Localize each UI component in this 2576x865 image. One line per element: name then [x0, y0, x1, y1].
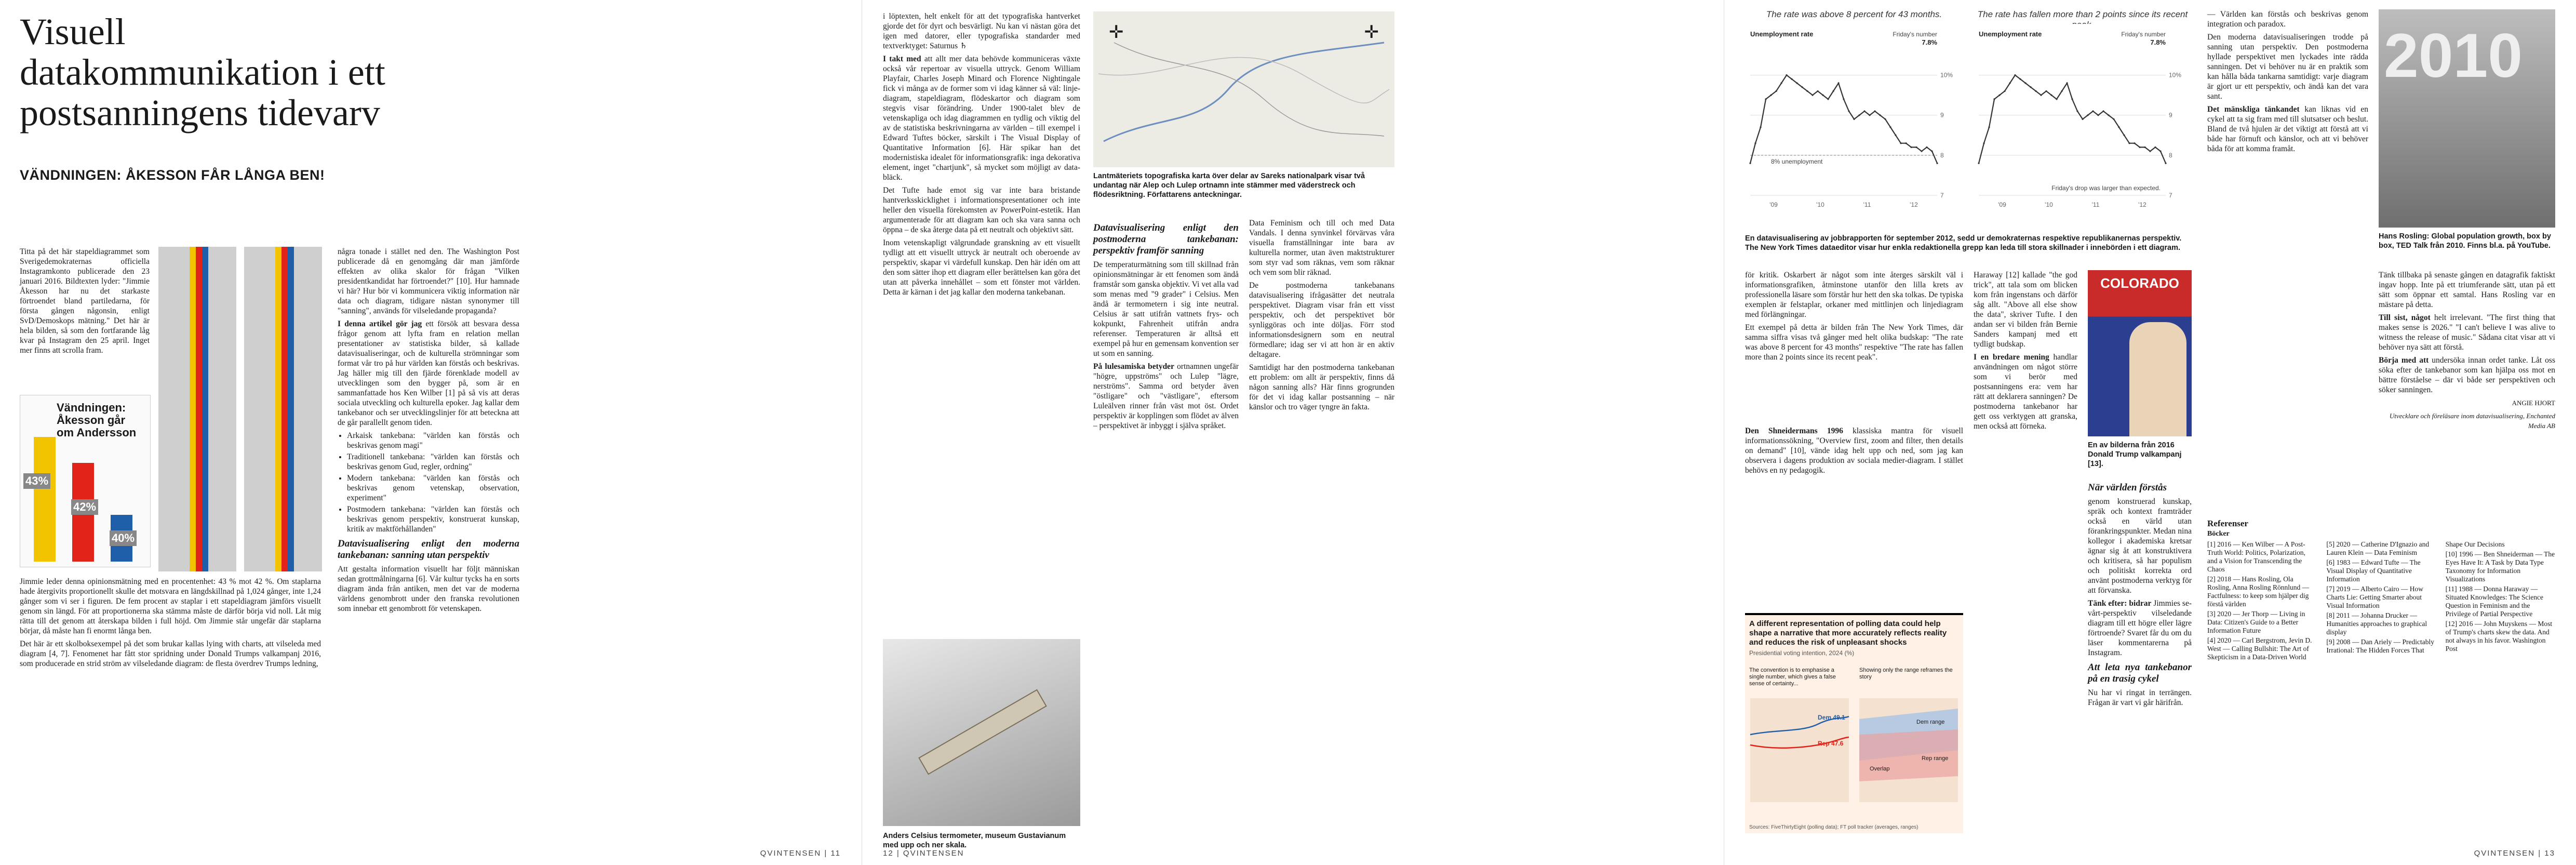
data-point	[1998, 95, 2000, 96]
y-tick-label: 10%	[1940, 71, 1953, 79]
lead-in: I takt med	[883, 55, 921, 63]
data-point	[2118, 126, 2119, 128]
y-tick-label: 7	[1940, 192, 1944, 199]
body-column-2	[1093, 218, 1239, 434]
lead-in: I en bredare mening	[1974, 353, 2049, 362]
colorado-banner-text: COLORADO	[2100, 275, 2179, 291]
body-column-2	[338, 247, 519, 617]
subheading: Datavisualisering enligt den moderna tankebanan: sanning utan perspektiv	[338, 538, 519, 561]
friday-label: Friday's number	[1893, 31, 1937, 38]
data-point	[2061, 90, 2062, 92]
page-12	[862, 0, 1724, 865]
body-paragraph: De postmoderna tankebanans datavisualisering ifrågasätter det neutrala perspektivet. Diagram visar från ett visst perspektiv, och det perspektivet bör synliggöras och inte döljas. Förr stod informationsdesignern som en neutral förmedlare; idag ser vi att hon är en aktiv deltagare.	[1249, 281, 1394, 359]
article-kicker: VÄNDNINGEN: ÅKESSON FÅR LÅNGA BEN!	[20, 167, 325, 183]
data-point	[1832, 90, 1834, 92]
data-point	[1926, 147, 1927, 148]
nyt-chart-caption: En datavisualisering av jobbrapporten för september 2012, sedd ur demokraternas respektive republikanernas perspektiv. The New York Times dataeditor visar hur enkla redaktionella grepp kan leda till stora skillnader i innebörden i ett diagram.	[1745, 234, 2182, 252]
list-item: • Postmodern tankebana: "världen kan förstås och beskrivas genom perspektiv, konstruerat kunskap, kritik av maktförhållanden"	[347, 504, 519, 534]
x-tick-label: '12	[2138, 201, 2146, 208]
data-point	[1889, 126, 1891, 128]
data-point	[2050, 95, 2052, 96]
data-point	[1760, 126, 1761, 128]
body-column-3	[1249, 218, 1394, 415]
data-point	[1817, 90, 1818, 92]
body-paragraph: undersöka innan ordet tanke. Låt oss söka efter de tankebanor som kan hjälpa oss mot en bättre förståelse – där vi både ser perspektiven och söker sanningen.	[2379, 356, 2555, 394]
x-tick-label: '10	[1816, 201, 1824, 208]
body-paragraph: Jimmies se-vårt-perspektiv vilseledande diagram till ett högre eller lägre förtroende? Svaret får du om du läser kommentarerna på Instagram.	[2088, 599, 2192, 657]
body-paragraph: genom konstruerad kunskap, spräk och kontext framträder också en värld utan förankringspunkter. Medan nina kollegor i akademiska kretsar ägnar sig åt att konstruktivera och kritisera, så har populism och politiskt korrekta ord använt postmoderna verktyg för att förvanska.	[2088, 497, 2192, 595]
body-paragraph: Haraway [12] kallade "the god trick", att tala som om blicken kom från ingenstans och därför såg allt. "Above all else show the data", skriver Tufte. I den andan ser vi bilden från Bernie Sanders kampanj med ett tydligt budskap.	[1974, 271, 2077, 349]
data-point	[1988, 126, 1990, 128]
y-tick-label: 8	[1940, 151, 1944, 159]
folio: 12 | QVINTENSEN	[883, 849, 964, 858]
reference-item: [2] 2018 — Hans Rosling, Ola Rosling, Anna Rosling Rönnlund — Factfulness: to keep som hjälper dig förstå världen	[2207, 575, 2310, 608]
data-point	[1786, 74, 1787, 76]
body-column-4	[2379, 270, 2555, 434]
body-paragraph: klassiska mantra för visuell informationssökning, "Overview first, zoom and filter, then details on demand" [10], vände idag helt upp och ned, som jag kan observera i dagens produktion av sociala medier-diagram. I stället behövs en ny pedagogik.	[1745, 427, 1964, 475]
nyt-chart-1	[1745, 9, 1963, 228]
data-point	[2087, 114, 2088, 116]
data-point	[2165, 163, 2166, 164]
body-paragraph: Nu har vi ringat in terrängen. Frågan är vart vi går härifrån.	[2088, 688, 2192, 707]
body-paragraph: ortnamnen ungefär "högre, uppströms" och Lulep "lägre, nerströms". Samma ord betyder även "östligare" och "västligare", eftersom Luleälven rinner från väst mot öst. Ordet perspektiv är kopplingen som flödet av älven – perspektivet är inbyggt i själva språket.	[1093, 362, 1239, 430]
subheading: Att leta nya tankebanor på en trasig cykel	[2088, 662, 2192, 684]
page-11	[0, 0, 862, 865]
data-point	[1978, 163, 1979, 164]
data-point	[2108, 114, 2109, 116]
data-point	[1921, 151, 1922, 152]
list-item: • Modern tankebana: "världen kan förstås och beskrivas genom vetenskap, observation, experiment"	[347, 473, 519, 503]
data-point	[2144, 147, 2145, 148]
ft-poll-graphic	[1745, 613, 1963, 833]
data-point	[1796, 82, 1797, 84]
chart-annotation: Friday's drop was larger than expected.	[2051, 184, 2161, 192]
body-paragraph: handlar användningen om något större som vi berör med postsanningens era: vem har rätt att deklarera sanningen? De postmoderna tankebanor har gett oss verktygen att granska, men också att förneka.	[1974, 353, 2077, 431]
poll-lines	[1745, 688, 1963, 813]
reference-item: [11] 1988 — Donna Haraway — Situated Knowledges: The Science Question in Feminism and the Privilege of Partial Perspective	[2445, 585, 2543, 618]
compass-icon: ✛	[1109, 23, 1124, 42]
unemployment-line-chart	[1974, 24, 2192, 227]
trump-caption: En av bilderna från 2016 Donald Trump valkampanj [13].	[2088, 441, 2182, 468]
data-point	[1993, 98, 1995, 100]
list-item: • Traditionell tankebana: "världen kan förstås och beskrivas genom Gud, regler, ordning"	[347, 452, 519, 472]
chart-bg	[1745, 24, 1963, 227]
tall-bar-photo	[244, 247, 322, 571]
body-paragraph: Att gestalta information visuellt har följt människan sedan grottmålningarna [6]. Vår kultur tycks ha en sorts diagram ända från antiken, men det var de moderna världens genombrott under den franska revolutionen som innebar ett genombrott för vetenskapen.	[338, 565, 519, 613]
data-point	[2139, 147, 2140, 148]
data-point	[1791, 78, 1792, 80]
reference-item: [3] 2020 — Jer Thorp — Living in Data: Citizen's Guide to a Better Information Future	[2207, 610, 2305, 634]
data-point	[1754, 142, 1756, 144]
rep-label: Rep 47.6	[1818, 740, 1844, 747]
tankebanor-list	[347, 431, 519, 534]
chart-title: Unemployment rate	[1979, 30, 2042, 38]
data-point	[2030, 86, 2031, 88]
data-point	[1910, 147, 1912, 148]
body-paragraph: att allt mer data behövde kommuniceras växte också vår repertoar av visuella uttryck. Genom William Playfair, Charles Joseph Minard och Florence Nightingale fick vi många av de former som vi idag känner så väl: linje-diagram, stapeldiagram, flödeskartor och diagram som stegvis visar förändring. Under 1900-talet blev de vetenskapliga och idag diagrammen en tydlig och viktig del av de statistiska beskrivningarna av världen – till exempel i Edward Tuftes böcker, särskilt i The Visual Display of Quantitative Information [6]. Här spikar han det modernistiska idealet för informationsgrafik: inga dekorativa element, inget "chartjunk", så mycket som möjligt av data-bläck.	[883, 55, 1081, 182]
data-point	[1879, 114, 1881, 116]
data-point	[1936, 163, 1938, 164]
pct-label: 42%	[71, 499, 98, 515]
year-2010-text: 2010	[2384, 21, 2523, 90]
data-point	[2076, 110, 2078, 112]
instagram-bar-graphic	[20, 395, 151, 567]
chart-headline: The rate was above 8 percent for 43 months.	[1766, 9, 1942, 19]
data-point	[2154, 147, 2156, 148]
data-point	[2149, 151, 2151, 152]
friday-value: 7.8%	[2150, 38, 2166, 46]
body-column-1c	[1745, 426, 1963, 478]
data-point	[1895, 135, 1896, 136]
reference-item: [6] 1983 — Edward Tufte — The Visual Display of Quantitative Information	[2326, 558, 2421, 583]
data-point	[2045, 90, 2047, 92]
data-point	[1869, 114, 1870, 116]
data-point	[1843, 98, 1844, 100]
lead-in: Börja med att	[2379, 356, 2429, 365]
chart-title: Unemployment rate	[1750, 30, 1814, 38]
page-13	[1724, 0, 2576, 865]
body-paragraph: några tonade i stället ned den. The Washington Post publicerade då en genomgång där man jämförde effekten av olika skalor för frågan "Vilken presidentkandidat har förtroendet?" [10]. Hur hamnade vi här? Hur bör vi kommunicera viktig information när data och diagram, tidigare nästan synonymer till "sanning", används för vilseledande propaganda?	[338, 247, 519, 315]
trump-campaign-photo	[2088, 270, 2192, 436]
poll-left-title: The convention is to emphasise a single number, which gives a false sense of certainty...	[1749, 667, 1836, 687]
dem-label: Dem 49.1	[1818, 714, 1845, 721]
article-title: Visuell datakommunikation i ett postsanningens tidevarv	[20, 11, 385, 134]
data-point	[1806, 90, 1808, 92]
reference-item: [10] 1996 — Ben Shneiderman — The Eyes Have It: A Task by Data Type Taxonomy for Information Visualizations	[2445, 550, 2555, 583]
data-point	[1770, 95, 1772, 96]
subheading: När världen förstås	[2088, 482, 2167, 493]
data-point	[2123, 135, 2125, 136]
body-paragraph: Den moderna datavisualiseringen trodde på sanning utan perspektiv. Den postmoderna hyllade perspektivet men lyckades inte rädda sanningen. Det vi behöver nu är en praktik som kan hålla båda tankarna samtidigt: varje diagram är gjort ur ett perspektiv, och ändå kan det vara sant.	[2207, 33, 2368, 101]
data-point	[1812, 95, 1813, 96]
body-paragraph: Ett exempel på detta är bilden från The New York Times, där samma siffra visas två gånger med helt olika budskap: "The rate was above 8 percent for 43 months" respektive "The rate has fallen more than 2 points since its recent peak".	[1745, 323, 1963, 362]
signature-note: Utvecklare och föreläsare inom datavisualisering, Enchanted Media AB	[2389, 412, 2555, 430]
topographic-map	[1093, 11, 1394, 167]
lead-in: Till sist, något	[2379, 313, 2431, 322]
bar-akesson	[34, 437, 56, 562]
data-point	[2024, 82, 2026, 84]
chart-headline: The rate has fallen more than 2 points since its recent	[1977, 9, 2188, 19]
data-point	[1780, 82, 1782, 84]
unemployment-line-chart	[1745, 24, 1963, 227]
celsius-caption: Anders Celsius termometer, museum Gustavianum med upp och ner skala.	[883, 832, 1066, 849]
poll-subtitle: Presidential voting intention, 2024 (%)	[1749, 649, 1855, 657]
reference-item: [7] 2019 — Alberto Cairo — How Charts Lie: Getting Smarter about Visual Information	[2326, 585, 2424, 609]
body-paragraph: för kritik. Oskarbert är något som inte återges särskilt väl i informationsgrafiken, åtminstone utanför den lilla krets av professionella läsare som förstår hur hett den ska tolkas. De typiska exemplen är felstaplar, orkaner med mittlinjen och linjediagram med förlängningar.	[1745, 271, 1963, 319]
chart-bg	[1974, 24, 2192, 227]
data-point	[1863, 110, 1865, 112]
signature: ANGIE HJORT	[2512, 399, 2555, 407]
data-point	[2128, 142, 2130, 144]
data-point	[1874, 110, 1875, 112]
x-tick-label: '09	[1769, 201, 1778, 208]
data-point	[2035, 90, 2036, 92]
x-tick-label: '09	[1998, 201, 2006, 208]
lead-in: Det mänskliga tänkandet	[2207, 105, 2300, 114]
data-point	[1765, 98, 1766, 100]
body-paragraph: Tänk tillbaka på senaste gången en datagrafik faktiskt ingav hopp. Inte på ett triumferande sätt, utan på ett sätt som öppnar ett samtal. Hans Rosling var en mästare på detta.	[2379, 271, 2555, 309]
y-tick-label: 10%	[2169, 71, 2182, 79]
reference-item: [8] 2011 — Johanna Drucker — Humanities approaches to graphical display	[2326, 611, 2427, 636]
body-paragraph: Jimmie leder denna opinionsmätning med en procentenhet: 43 % mot 42 %. Om staplarna hade återgivits proportionellt skulle det motsvara en längdskillnad på 1,024 gånger, inte 1,24 gånger som vi ser i figuren. De fem procent av staplar i ett stapeldiagram jämförs visuellt genom sin längd. För att proportionerna ska stämma måste de därför börja vid noll. Låt mig rätta till det genom att återskapa bilden i full höjd. Om Jimmie står ungefär där staplarna börjar, då måste han fi enormt långa ben.	[20, 577, 321, 635]
friday-value: 7.8%	[1922, 38, 1937, 46]
body-paragraph: i löptexten, helt enkelt för att det typografiska hantverket gjorde det för dyrt och besvärligt. Nu kan vi nästan göra det igen med datorer, eller typografiska standarder med textverktyget: Saturnus	[883, 12, 1080, 50]
data-point	[1858, 114, 1860, 116]
saturn-glyph: ♄	[960, 42, 967, 50]
references-books-title: Böcker	[2207, 530, 2230, 538]
data-point	[2071, 98, 2073, 100]
celsius-thermometer-photo	[883, 639, 1080, 826]
graphic-title: Vändningen: Åkesson går om Andersson	[57, 401, 137, 439]
data-point	[2066, 82, 2068, 84]
data-point	[1749, 163, 1751, 164]
x-tick-label: '11	[2091, 201, 2100, 208]
data-point	[2159, 151, 2161, 152]
subheading: Datavisualisering enligt den postmoderna tankebanan: perspektiv framför sanning	[1093, 222, 1239, 256]
data-point	[2019, 78, 2021, 80]
y-tick-label: 9	[2169, 111, 2172, 119]
body-paragraph: De temperaturmätning som till skillnad från opinionsmätningar är ett fenomen som ändå framstår som ganska objektiv. Vi vet alla vad som menas med "9 grader" i Celsius. Men ändå är termometern i sig inte neutral. Celsius är satt utifrån vattnets frys- och kokpunkt, Fahrenheit utifrån andra referenser. Temperaturen är alltså ett exempel på hur en gemensam konvention ser ut som en sanning.	[1093, 260, 1239, 358]
pct-label: 43%	[23, 473, 50, 489]
data-point	[2102, 110, 2104, 112]
data-point	[2134, 142, 2135, 144]
map-caption: Lantmäteriets topografiska karta över delar av Sareks nationalpark visar två undantag när Alep och Lulep ortnamn inte stämmer med väderstreck och flödesriktning. Författarens anteckningar.	[1093, 172, 1365, 199]
data-point	[2082, 118, 2083, 120]
lead-in: På lulesamiska betyder	[1093, 362, 1174, 371]
nyt-chart-2	[1974, 9, 2192, 228]
data-point	[2113, 118, 2114, 120]
hans-rosling-photo	[2379, 9, 2555, 228]
data-point	[1983, 142, 1984, 144]
y-tick-label: 7	[2169, 192, 2172, 199]
reference-item: [5] 2020 — Catherine D'Ignazio and Lauren Klein — Data Feminism	[2326, 540, 2430, 556]
body-column-1	[883, 11, 1080, 300]
folio: QVINTENSEN | 11	[760, 849, 841, 858]
rep-range-label: Rep range	[1922, 755, 1949, 762]
data-point	[1827, 98, 1829, 100]
data-point	[2092, 110, 2094, 112]
chart-annotation: 8% unemployment	[1771, 157, 1823, 165]
overlap-label: Overlap	[1870, 766, 1890, 772]
body-paragraph: — Världen kan förstås och beskrivas genom integration och paradox.	[2207, 10, 2368, 29]
body-paragraph: Det Tufte hade emot sig var inte bara bristande hantverksskicklighet i informationspresentationer och inte heller den visuella förekomsten av PowerPoint-estetik. Han argumenterade för att diagram kan och ska vara sanna och öppna – de ska återge data på ett neutralt och objektivt sätt.	[883, 186, 1080, 234]
body-column-1	[20, 577, 321, 672]
intro-paragraph: Tittа på det här stapeldiagrammet som Sverigedemokraternas officiella Instagramkonto publicerade den 23 januari 2016. Bildtexten lyder: "Jimmie Åkesson har nu det starkaste förtroendet bland partiledarna, för första gången någonsin, enligt SvD/Demoskops mätning." Det här är hela bilden, så som den fortfarande låg kvar på Instagram den 25 april. Inget mer finns att scrolla fram.	[20, 247, 150, 355]
list-item: • Arkaisk tankebana: "världen kan förstås och beskrivas genom magi"	[347, 431, 519, 450]
lead-in: Den Shneidermans 1996	[1745, 427, 1843, 435]
compass-icon: ✛	[1364, 23, 1379, 42]
data-point	[2014, 74, 2016, 76]
references-list	[2207, 540, 2555, 661]
body-paragraph: Samtidigt har den postmoderna tankebanan ett problem: om allt är perspektiv, finns då någon sanning alls? Här finns grogrunden för det vi idag kallar postsanning – när känslor och tro väger tyngre än fakta.	[1249, 363, 1394, 411]
body-paragraph: Data Feminism och till och med Data Vandals. I denna synvinkel förvärvas våra visuella framställningar inte bara av kulturella normer, utan även maktstrukturer som styr vad som räknas, vem som räknar och vem som blir räknad.	[1249, 219, 1394, 277]
data-point	[1822, 95, 1823, 96]
y-tick-label: 9	[1940, 111, 1944, 119]
x-tick-label: '11	[1863, 201, 1871, 208]
dem-range-label: Dem range	[1916, 719, 1945, 725]
hans-caption: Hans Rosling: Global population growth, box by box, TED Talk från 2010. Finns bl.a. på YouTube.	[2379, 232, 2551, 250]
poll-headline: A different representation of polling data could help shape a narrative that more accurately reflects reality and reduces the risk of unpleasant shocks	[1749, 619, 1947, 647]
folio: QVINTENSEN | 13	[2474, 849, 2555, 858]
body-paragraph: helt irrelevant. "The first thing that makes sense is 2026." "I can't believe I was alive to witness the release of music." Sådana citat visar att vi behöver nya sätt att förstå.	[2379, 313, 2555, 352]
data-point	[1801, 86, 1803, 88]
poll-source: Sources: FiveThirtyEight (polling data); FT poll tracker (averages, ranges)	[1749, 824, 1918, 830]
body-paragraph: kan liknas vid en cykel att ta sig fram med till slutsatser och beslut. Bland de två hjulen är det viktigt att förstå att vi både har förnuft och känslor, och att vi behöver båda för att komma framåt.	[2207, 105, 2369, 153]
data-point	[2097, 114, 2099, 116]
reference-item: [4] 2020 — Carl Bergstrom, Jevin D. West — Calling Bullshit: The Art of Skepticism in a Data-Driven World	[2207, 636, 2312, 661]
data-point	[1931, 151, 1933, 152]
data-point	[1884, 118, 1886, 120]
lead-in: Tänk efter: bidrar	[2088, 599, 2152, 608]
data-point	[1900, 142, 1901, 144]
body-paragraph: ett försök att besvara dessa frågor genom att lyfta fram en relation mellan presentationer av statistiska bilder, så kallade datavisualiseringar, och de kulturella strömningar som format vår tro på hur världen kan förstås och beskrivas. Jag häller mig till den fjärde förenklade modell av utvecklingen som den bygger på, som är en sammanfattade hos Ken Wilber [1] på så vis att deras sociala utveckling och kulturella epoker. Jag kallar dem tankebanor och ser utvecklingslinjer för att beteckna att de går parallellt genom tiden.	[338, 320, 520, 427]
map-lines	[1093, 11, 1394, 167]
x-tick-label: '12	[1910, 201, 1918, 208]
data-point	[2009, 82, 2010, 84]
body-paragraph: Det här är ett skolboksexempel på det som brukar kallas lying with charts, att vilseleda med diagram [4, 7]. Fenomenet har fått stor spridning under Donald Trumps valkampanj 2016, som producerade en strid ström av vilseledande diagram: de flesta överdrev Trumps ledning,	[20, 640, 321, 668]
data-point	[1837, 82, 1839, 84]
data-point	[2004, 90, 2005, 92]
x-tick-label: '10	[2045, 201, 2053, 208]
poll-right-title: Showing only the range reframes the story	[1859, 667, 1953, 680]
trump-figure	[2129, 322, 2186, 436]
references-title: Referenser	[2207, 518, 2248, 528]
y-tick-label: 8	[2169, 151, 2172, 159]
data-point	[2040, 95, 2042, 96]
data-point	[2056, 98, 2057, 100]
data-point	[1905, 142, 1907, 144]
data-point	[1915, 147, 1917, 148]
references	[2207, 520, 2555, 661]
body-column-2	[1974, 270, 2077, 434]
data-point	[1853, 118, 1855, 120]
body-column-3	[2207, 9, 2368, 157]
intro-text	[20, 247, 150, 358]
pct-label: 40%	[110, 530, 137, 546]
lead-in: I denna artikel gör jag	[338, 320, 422, 328]
data-point	[1775, 90, 1777, 92]
body-column-1	[1745, 270, 1963, 365]
friday-label: Friday's number	[2121, 31, 2166, 38]
body-column-2b	[2088, 478, 2192, 711]
thermometer-shape	[918, 689, 1047, 775]
data-point	[1848, 110, 1849, 112]
reference-item: [9] 2008 — Dan Ariely — Predictably Irrational: The Hidden Forces That Shape Our Decisions	[2326, 540, 2505, 654]
body-paragraph: Inom vetenskapligt välgrundade granskning av ett visuellt tydligt att ett visuellt uttryck är neutralt och oberoende av perspektiv, skapar vi värdefull kunskap. Den här idén om att den som sätter ihop ett diagram eller berättelsen kan göra det utan att påverka innehållet – som ett fönster mot världen. Detta är kärnan i det jag kallar den moderna tankebanan.	[883, 238, 1080, 297]
reference-item: [12] 2016 — John Muyskens — Most of Trump's charts skew the data. And not always in his favor. Washington Post	[2445, 620, 2553, 653]
tall-bar-photo	[158, 247, 236, 571]
reference-item: [1] 2016 — Ken Wilber — A Post-Truth World: Politics, Polarization, and a Vision for Transcending the Chaos	[2207, 540, 2306, 573]
